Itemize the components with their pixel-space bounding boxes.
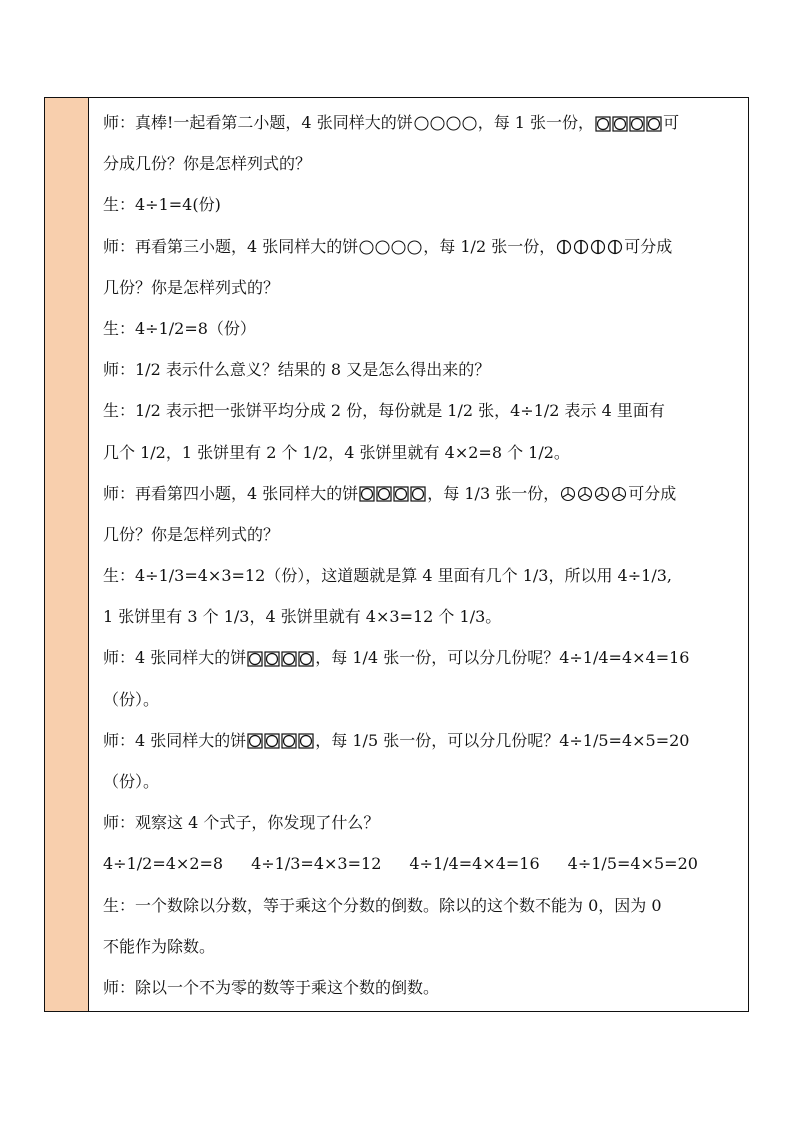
lesson-table	[44, 97, 749, 1012]
dialogue-line	[103, 720, 744, 761]
line-text: 师：真棒!一起看第二小题，4 张同样大的饼	[103, 113, 413, 132]
line-text: ，每 1 张一份，	[477, 113, 595, 132]
line-text: 师：再看第四小题，4 张同样大的饼	[103, 483, 359, 503]
left-shaded-column	[45, 98, 89, 1011]
line-text: ，每 1/3 张一份，	[427, 483, 560, 503]
line-text: 师：再看第三小题，4 张同样大的饼	[103, 236, 359, 256]
dialogue-line: （份）。	[103, 772, 160, 791]
dialogue-line: 几个 1/2，1 张饼里有 2 个 1/2，4 张饼里就有 4×2=8 个 1/2。	[103, 442, 570, 462]
equation: 4÷1/5=4×5=20	[567, 854, 698, 874]
halved-circles-icon	[556, 239, 623, 255]
line-text: 师：4 张同样大的饼	[103, 730, 247, 750]
dialogue-line: 师：观察这 4 个式子，你发现了什么？	[103, 813, 380, 833]
thirds-circles-icon	[560, 486, 627, 502]
equation: 4÷1/2=4×2=8	[103, 854, 224, 874]
equations-line	[103, 843, 744, 884]
line-text: 可分成	[624, 236, 673, 256]
line-text: 可	[663, 113, 680, 132]
dialogue-line: 几份？你是怎样列式的？	[103, 524, 280, 544]
line-text: ，每 1/2 张一份，	[423, 236, 556, 256]
four-framed-circles-icon	[359, 486, 426, 502]
dialogue-line: 生：4÷1/3=4×3=12（份），这道题就是算 4 里面有几个 1/3，所以用 4÷1/3,	[103, 566, 672, 586]
four-circles-icon	[414, 116, 477, 131]
four-framed-circles-icon	[595, 116, 662, 132]
line-text: ，每 1/4 张一份，可以分几份呢？4÷1/4=4×4=16	[315, 648, 690, 668]
line-text: 可分成	[628, 483, 677, 503]
dialogue-line: 生：4÷1/2=8（份）	[103, 318, 256, 338]
dialogue-line: 师：除以一个不为零的数等于乘这个数的倒数。	[103, 977, 440, 997]
dialogue-line: 生：一个数除以分数，等于乘这个分数的倒数。除以的这个数不能为 0，因为 0	[103, 895, 662, 915]
four-circles-icon	[359, 240, 422, 255]
line-text: ，每 1/5 张一份，可以分几份呢？4÷1/5=4×5=20	[315, 730, 690, 750]
line-text: 师：4 张同样大的饼	[103, 648, 247, 668]
dialogue-line: （份）。	[103, 689, 160, 709]
equation: 4÷1/3=4×3=12	[251, 854, 382, 874]
four-framed-circles-icon	[247, 733, 314, 749]
dialogue-line: 不能作为除数。	[103, 936, 216, 956]
dialogue-line: 1 张饼里有 3 个 1/3，4 张饼里就有 4×3=12 个 1/3。	[103, 607, 502, 627]
dialogue-line: 师：1/2 表示什么意义？结果的 8 又是怎么得出来的？	[103, 360, 491, 380]
dialogue-line: 几份？你是怎样列式的？	[103, 277, 280, 297]
dialogue-line: 生：1/2 表示把一张饼平均分成 2 份，每份就是 1/2 张，4÷1/2 表示 4 里面有	[103, 401, 665, 421]
lesson-dialogue	[89, 98, 748, 1011]
dialogue-line	[103, 226, 744, 267]
dialogue-line: 生：4÷1=4(份)	[103, 195, 221, 215]
dialogue-line: 分成几份？你是怎样列式的？	[103, 154, 312, 174]
equation: 4÷1/4=4×4=16	[409, 854, 540, 874]
dialogue-line	[103, 473, 744, 514]
dialogue-line	[103, 102, 744, 143]
four-framed-circles-icon	[247, 651, 314, 667]
dialogue-line	[103, 637, 744, 678]
